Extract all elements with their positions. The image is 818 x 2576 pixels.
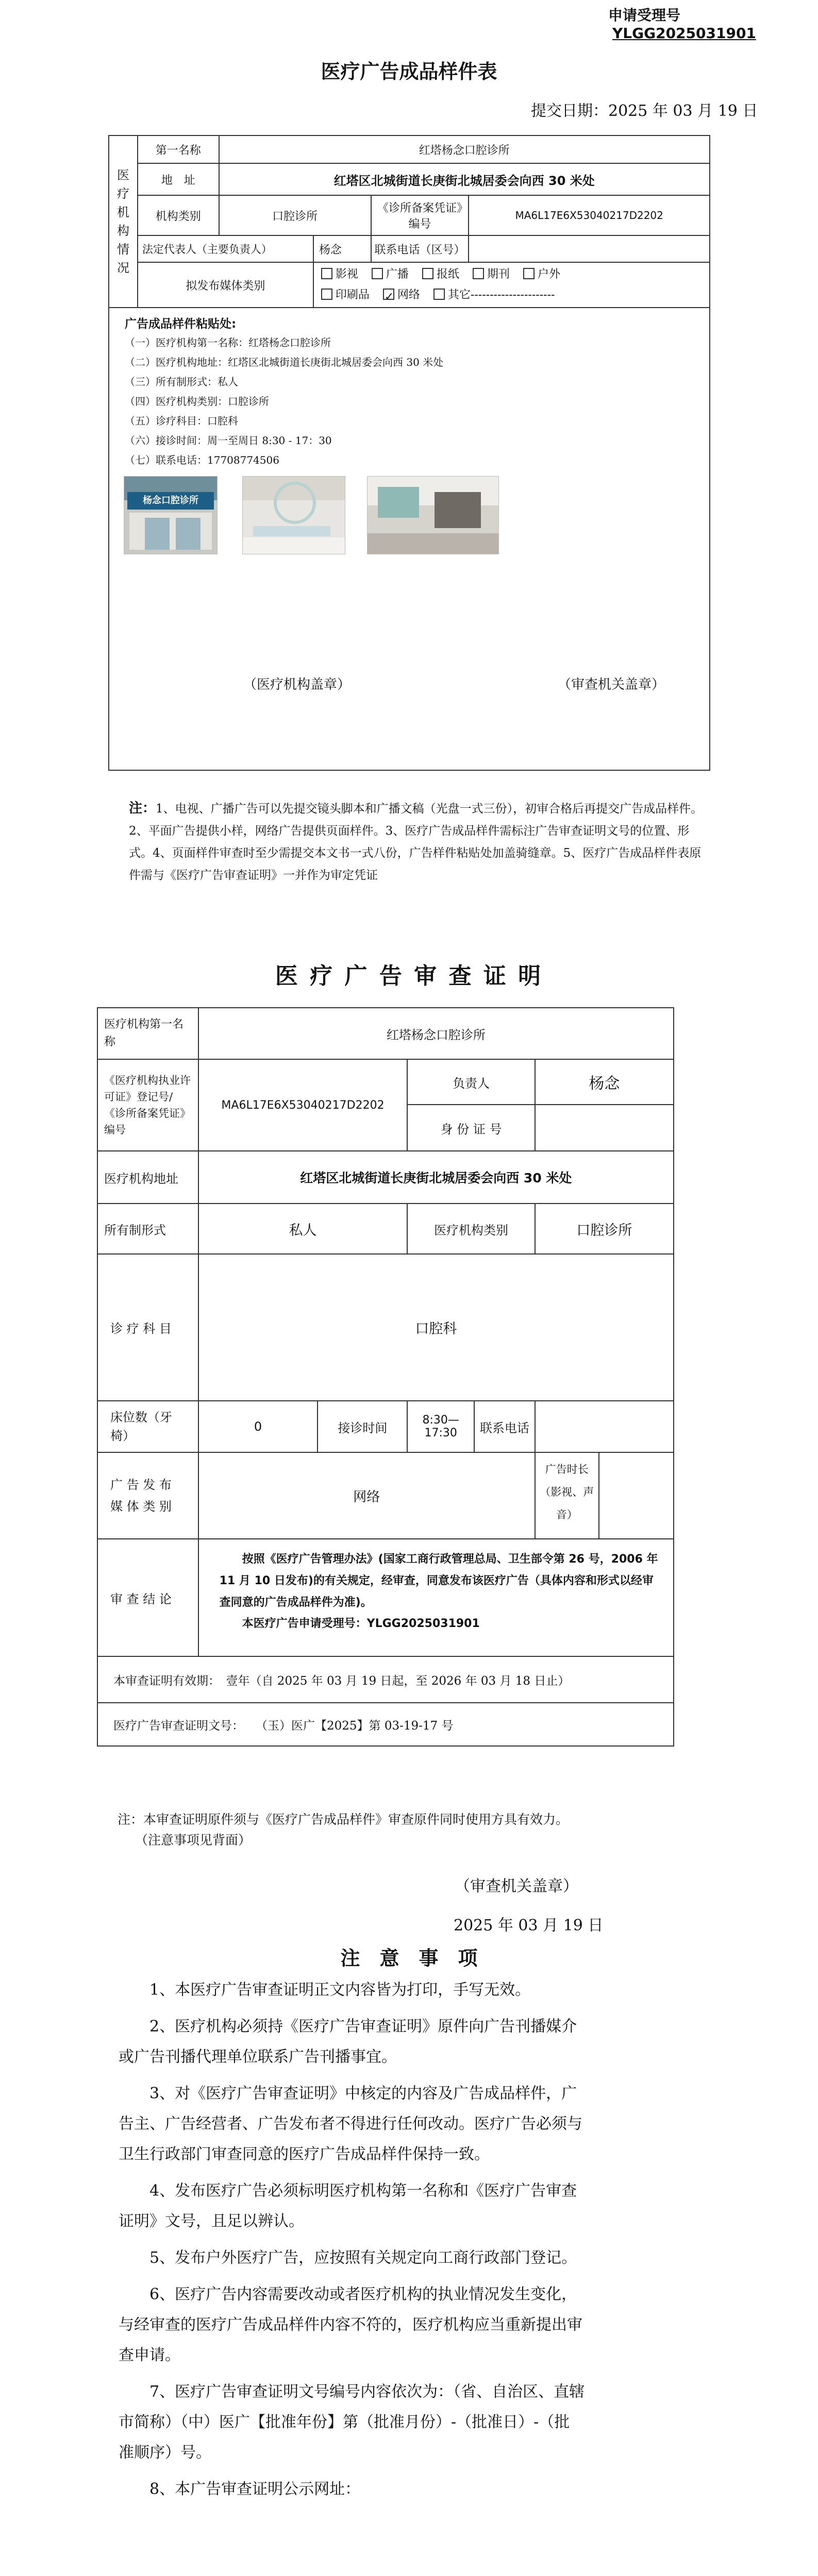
address-label: 地 址 (138, 163, 219, 195)
cert-license-label: 《医疗机构执业许可证》登记号/《诊所备案凭证》编号 (97, 1059, 198, 1151)
notice-item-line: 6、医疗广告内容需要改动或者医疗机构的执业情况发生变化， (149, 2285, 577, 2303)
cert-hours-value: 8:30—17:30 (407, 1401, 474, 1452)
sample-title: 广告成品样件粘贴处: (125, 317, 237, 331)
cert-conclusion-text: 按照《医疗广告管理办法》(国家工商行政管理总局、卫生部令第 26 号，2006 年 11 月 10 日发布)的有关规定，经审查，同意发布该医疗广告（具体内容和形式以经审查同意的广告成品样件为准)。 (219, 1553, 658, 1609)
media-option-label: 影视 (335, 268, 358, 281)
notice-item-line: 1、本医疗广告审查证明正文内容皆为打印，手写无效。 (149, 1981, 531, 1999)
media-option-label: 报纸 (436, 268, 459, 281)
type-label: 机构类别 (138, 195, 219, 235)
media-checkbox[interactable] (321, 268, 332, 279)
cert-note: 注：本审查证明原件须与《医疗广告成品样件》审查原件同时使用方具有效力。 (118, 1812, 569, 1827)
media-checkbox[interactable] (372, 268, 383, 279)
cert-id-value (535, 1105, 674, 1151)
cert-tel-value (535, 1401, 674, 1452)
sample-line: （七）联系电话：17708774506 (125, 454, 279, 466)
authority-seal-label: （审查机关盖章） (558, 677, 665, 692)
notice-item-line: 市简称）（中）医广【批准年份】第（批准月份）-（批准日）-（批 (119, 2413, 570, 2431)
cert-seal-label: （审查机关盖章） (455, 1877, 578, 1895)
notice-items (119, 1978, 701, 2501)
media-option[interactable] (321, 289, 370, 301)
notice-title: 注 意 事 项 (340, 1946, 478, 1970)
cert-date: 2025 年 03 月 19 日 (454, 1917, 604, 1935)
cert-license-value: MA6L17E6X53040217D2202 (198, 1059, 408, 1151)
notice-item-line: 准顺序）号。 (119, 2444, 211, 2462)
cert-dept-label: 诊 疗 科 目 (97, 1254, 198, 1401)
notice-item-line: 查申请。 (119, 2346, 180, 2364)
notice-item-line: 证明》文号，且足以辨认。 (119, 2212, 304, 2230)
notice-item-line: 4、发布医疗广告必须标明医疗机构第一名称和《医疗广告审查 (149, 2182, 577, 2200)
media-option[interactable] (473, 268, 510, 281)
notice-item-line: 2、医疗机构必须持《医疗广告审查证明》原件向广告刊播媒介 (149, 2018, 577, 2036)
notice-item-line: 卫生行政部门审查同意的医疗广告成品样件保持一致。 (119, 2145, 490, 2163)
media-type-label: 拟发布媒体类别 (138, 262, 313, 308)
media-option-label: 网络 (397, 289, 420, 301)
cert-validity: 本审查证明有效期： 壹年（自 2025 年 03 月 19 日起，至 2026 年 03 月 18 日止） (97, 1656, 674, 1703)
cert-ownership-label: 所有制形式 (97, 1204, 198, 1254)
cert-duration-value (599, 1453, 673, 1538)
cert-tel-label: 联系电话 (474, 1401, 535, 1452)
side-label-char: 况 (116, 261, 129, 275)
cert-duration-cell (535, 1452, 674, 1539)
side-label-char: 疗 (116, 187, 129, 201)
cert-hours-label: 接诊时间 (318, 1401, 407, 1452)
side-label-char: 构 (116, 224, 129, 238)
notice-item-line: 5、发布户外医疗广告，应按照有关规定向工商行政部门登记。 (149, 2249, 577, 2267)
media-checkbox[interactable] (422, 268, 433, 279)
legal-rep-value: 杨念 (313, 235, 371, 262)
media-option[interactable] (433, 289, 555, 301)
storefront-sign: 杨念口腔诊所 (127, 492, 214, 510)
side-label-char: 医 (116, 168, 129, 182)
sample-line: （四）医疗机构类别：口腔诊所 (125, 395, 269, 408)
media-option-label: 其它---------------------- (447, 289, 555, 301)
cert-beds-value: 0 (198, 1401, 318, 1452)
cert-ownership-value: 私人 (198, 1204, 408, 1254)
cert-name-value: 红塔杨念口腔诊所 (198, 1008, 674, 1059)
media-option[interactable] (321, 268, 358, 281)
phone-label: 联系电话（区号） (371, 235, 469, 262)
clinic-interior-photo (242, 476, 345, 554)
cert-number-value: MA6L17E6X53040217D2202 (469, 195, 710, 235)
cert-head-label: 负责人 (407, 1059, 535, 1105)
clinic-storefront-photo (124, 476, 218, 554)
cert-conclusion-label: 审 查 结 论 (97, 1539, 198, 1656)
media-option[interactable] (422, 268, 459, 281)
cert-number-label: 《诊所备案凭证》编号 (371, 195, 469, 235)
type-value: 口腔诊所 (219, 195, 371, 235)
first-name-label: 第一名称 (138, 135, 219, 163)
media-option[interactable] (383, 289, 420, 301)
sample-form-table (108, 135, 710, 771)
cert-name-label: 医疗机构第一名称 (97, 1008, 198, 1059)
cert-note-back: （注意事项见背面） (135, 1833, 252, 1848)
cert-number: 医疗广告审查证明文号： （玉）医广【2025】第 03-19-17 号 (97, 1703, 674, 1746)
first-name-value: 红塔杨念口腔诊所 (219, 135, 710, 163)
cert-id-label: 身 份 证 号 (407, 1105, 535, 1151)
notice-item-line: 与经审查的医疗广告成品样件内容不符的，医疗机构应当重新提出审 (119, 2316, 582, 2334)
notice-item-line: 8、本广告审查证明公示网址： (149, 2480, 361, 2498)
media-checkbox[interactable] (321, 289, 332, 300)
form-note (129, 798, 706, 887)
media-option[interactable] (372, 268, 409, 281)
form-note-label: 注： (129, 801, 156, 816)
cert-duration-label: 广告时长（影视、声音） (536, 1453, 599, 1538)
media-option-label: 户外 (537, 268, 560, 281)
form-title: 医疗广告成品样件表 (321, 60, 497, 83)
sample-line: （一）医疗机构第一名称：红塔杨念口腔诊所 (125, 336, 331, 349)
application-number (608, 4, 818, 42)
side-label-char: 情 (116, 242, 129, 257)
sample-line: （六）接诊时间：周一至周日 8:30 - 17：30 (125, 434, 332, 447)
cert-address-label: 医疗机构地址 (97, 1151, 198, 1204)
address-value: 红塔区北城街道长庚街北城居委会向西 30 米处 (219, 163, 710, 195)
clinic-treatment-room-photo (367, 476, 499, 554)
notice-item-line: 或广告刊播代理单位联系广告刊播事宜。 (119, 2048, 397, 2066)
sample-line: （五）诊疗科目：口腔科 (125, 415, 238, 427)
media-type-options (313, 262, 710, 308)
media-option-label: 期刊 (487, 268, 510, 281)
media-checkbox[interactable] (433, 289, 445, 300)
sample-line: （二）医疗机构地址：红塔区北城街道长庚街北城居委会向西 30 米处 (125, 356, 444, 368)
notice-item-line: 3、对《医疗广告审查证明》中核定的内容及广告成品样件，广 (149, 2084, 577, 2103)
application-number-label: 申请受理号 (608, 7, 681, 24)
cert-conclusion-appno: 本医疗广告申请受理号：YLGG2025031901 (242, 1617, 480, 1630)
media-option-label: 广播 (386, 268, 409, 281)
sample-line: （三）所有制形式：私人 (125, 376, 238, 388)
media-checkbox[interactable] (383, 289, 394, 300)
cert-category-value: 口腔诊所 (535, 1204, 674, 1254)
cert-media-label: 广 告 发 布 媒 体 类 别 (97, 1452, 198, 1539)
certificate-table (97, 1007, 674, 1747)
institution-seal-label: （医疗机构盖章） (243, 677, 351, 692)
cert-address-value: 红塔区北城街道长庚街北城居委会向西 30 米处 (198, 1151, 674, 1204)
cert-category-label: 医疗机构类别 (407, 1204, 535, 1254)
application-number-value: YLGG2025031901 (612, 25, 756, 42)
notice-item-line: 告主、广告经营者、广告发布者不得进行任何改动。医疗广告必须与 (119, 2115, 582, 2133)
certificate-title: 医 疗 广 告 审 查 证 明 (275, 963, 543, 989)
media-option[interactable] (523, 268, 560, 281)
media-checkbox[interactable] (473, 268, 484, 279)
notice-item-line: 7、医疗广告审查证明文号编号内容依次为：（省、自治区、直辖 (149, 2383, 585, 2401)
cert-conclusion-cell (198, 1539, 674, 1656)
cert-beds-label: 床位数（牙椅） (97, 1401, 198, 1452)
submit-date: 提交日期：2025 年 03 月 19 日 (531, 102, 758, 120)
media-checkbox[interactable] (523, 268, 535, 279)
cert-dept-value: 口腔科 (198, 1254, 674, 1401)
sample-lines (125, 333, 443, 470)
legal-rep-label: 法定代表人（主要负责人） (138, 235, 313, 262)
sample-paste-area (109, 308, 710, 770)
cert-media-value: 网络 (198, 1452, 535, 1539)
institution-side-label (109, 135, 138, 308)
phone-value (469, 235, 710, 262)
cert-head-value: 杨念 (535, 1059, 674, 1105)
form-note-text: 1、电视、广播广告可以先提交镜头脚本和广播文稿（光盘一式三份），初审合格后再提交广告成品样件。2、平面广告提供小样，网络广告提供页面样件。3、医疗广告成品样件需标注广告审查证明文号的位置、形式。4、页面样件审查时至少需提交本文书一式八份，广告样件粘贴处加盖骑缝章。5、医疗广告成品样件表原件需与《医疗广告审查证明》一并作为审定凭证 (129, 802, 703, 882)
side-label-char: 机 (116, 205, 129, 219)
media-option-label: 印刷品 (335, 289, 370, 301)
